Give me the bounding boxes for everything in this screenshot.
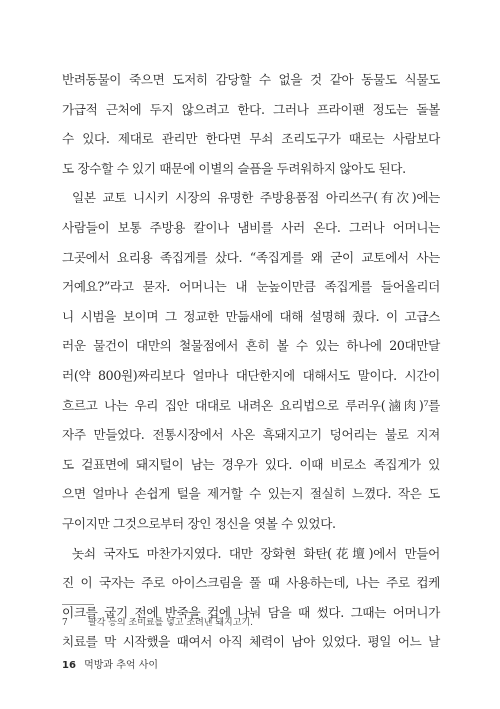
text-line: 자주 만들었다. 전통시장에서 사온 흑돼지고기 덩어리는 불로 지져 — [62, 427, 440, 443]
footnote — [62, 615, 253, 628]
body-text — [62, 65, 440, 657]
running-title: 먹방과 추억 사이 — [84, 660, 159, 671]
text-line: 러운 물건이 대만의 철물점에서 흔히 볼 수 있는 하나에 20대만달 — [62, 338, 440, 354]
text-line: 이크를 굽기 전에 반죽을 컵에 나눠 담을 때 썼다. 그때는 어머니가 — [62, 604, 440, 620]
text-line: 사람들이 보통 주방용 칼이나 냄비를 사러 온다. 그러나 어머니는 — [62, 219, 440, 235]
page-number: 16 — [62, 660, 76, 671]
text-line: 흐르고 나는 우리 집안 대대로 내려온 요리법으로 루러우(滷肉)⁷를 — [62, 397, 440, 413]
paragraph-1 — [62, 65, 440, 183]
footnote-text: 팔각 등의 조미료를 넣고 조려낸 돼지고기. — [88, 618, 253, 628]
footnote-divider — [62, 604, 94, 605]
text-line: 거예요?”라고 묻자. 어머니는 내 눈높이만큼 족집게를 들어올리더 — [62, 279, 440, 295]
text-line: 구이지만 그것으로부터 장인 정신을 엿볼 수 있었다. — [62, 515, 336, 531]
text-line: 진 이 국자는 주로 아이스크림을 풀 때 사용하는데, 나는 주로 컵케 — [62, 575, 440, 591]
text-line: 러(약 800원)짜리보다 얼마나 대단한지에 대해서도 말이다. 시간이 — [62, 367, 440, 383]
text-line: 도 겉표면에 돼지털이 남는 경우가 있다. 이때 비로소 족집게가 있 — [62, 456, 440, 472]
page-footer — [62, 656, 158, 671]
text-line: 수 있다. 제대로 관리만 한다면 무쇠 조리도구가 때로는 사람보다 — [62, 131, 440, 147]
text-line: 놋쇠 국자도 마찬가지였다. 대만 장화현 화탄(花壇)에서 만들어 — [72, 545, 440, 561]
text-line: 일본 교토 니시키 시장의 유명한 주방용품점 아리쓰구(有次)에는 — [72, 190, 440, 206]
text-line: 반려동물이 죽으면 도저히 감당할 수 없을 것 같아 동물도 식물도 — [62, 72, 440, 87]
footnote-number: 7 — [62, 618, 68, 628]
paragraph-2 — [62, 183, 440, 538]
text-line: 으면 얼마나 손쉽게 털을 제거할 수 있는지 절실히 느꼈다. 작은 도 — [62, 486, 440, 502]
text-line: 도 장수할 수 있기 때문에 이별의 슬픔을 두려워하지 않아도 된다. — [62, 160, 406, 176]
text-line: 가급적 근처에 두지 않으려고 한다. 그러나 프라이팬 정도는 돌볼 — [62, 101, 440, 117]
text-line: 그곳에서 요리용 족집게를 샀다. “족집게를 왜 굳이 교토에서 사는 — [62, 249, 440, 265]
text-line: 치료를 막 시작했을 때여서 아직 체력이 남아 있었다. 평일 어느 날 — [62, 634, 440, 650]
text-line: 니 시범을 보이며 그 정교한 만듦새에 대해 설명해 줬다. 이 고급스 — [62, 308, 440, 324]
paragraph-3 — [62, 539, 440, 657]
